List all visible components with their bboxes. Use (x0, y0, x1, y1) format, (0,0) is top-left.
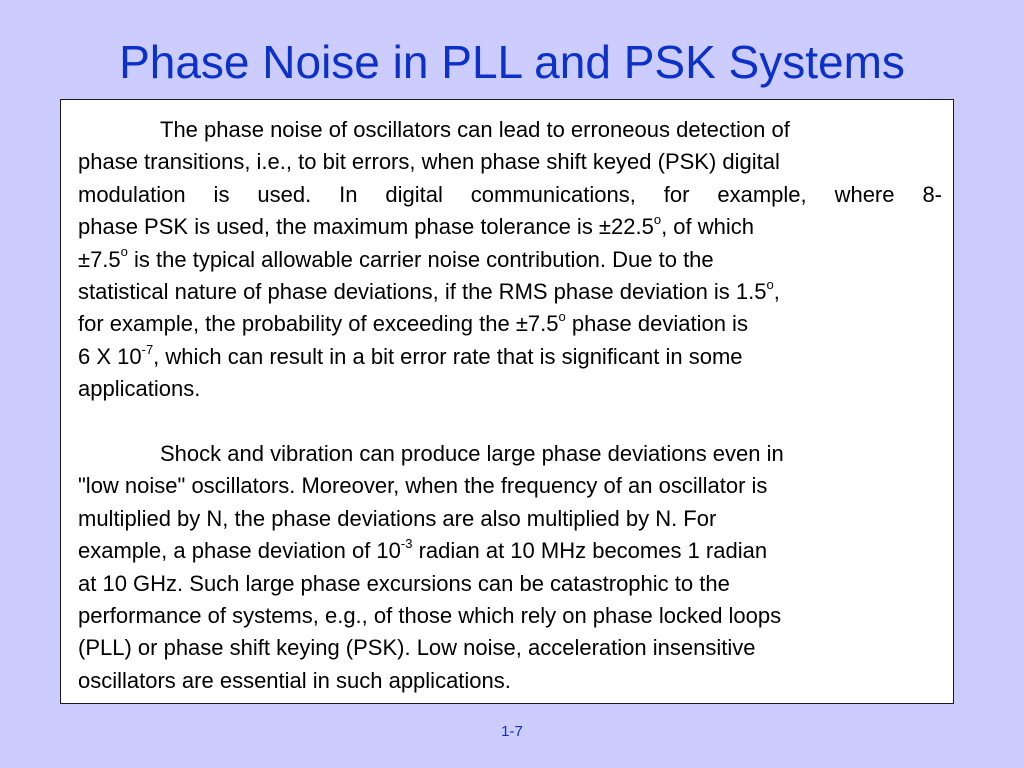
content-box (60, 99, 954, 704)
page-number: 1-7 (501, 723, 523, 740)
paragraph2-line: example, a phase deviation of $10^{-3}$ radian at 10 MHz becomes 1 radian (78, 535, 768, 564)
paragraph1-line: The phase noise of oscillators can lead to erroneous detection of (160, 117, 790, 142)
slide-title: Phase Noise in PLL and PSK Systems (119, 36, 905, 88)
paragraph-spacer (78, 406, 942, 438)
paragraph1-line: modulation is used. In digital communications, for example, where 8- (78, 181, 942, 207)
paragraph2-line: performance of systems, e.g., of those which rely on phase locked loops (78, 603, 782, 629)
paragraph2-line: "low noise" oscillators. Moreover, when the frequency of an oscillator is (78, 473, 768, 499)
paragraph1-line: $\pm 7.5^o$ is the typical allowable carrier noise contribution. Due to the (78, 244, 714, 272)
body-text (78, 114, 942, 697)
paragraph1-line: phase PSK is used, the maximum phase tolerance is $\pm 22.5^o$, of which (78, 211, 754, 240)
paragraph2-line: Shock and vibration can produce large phase deviations even in (160, 441, 784, 467)
paragraph2-line: multiplied by N, the phase deviations are also multiplied by N. For (78, 505, 717, 531)
paragraph2-line: (PLL) or phase shift keying (PSK). Low noise, acceleration insensitive (78, 635, 756, 661)
paragraph1-line: applications. (78, 376, 201, 402)
paragraph1-line: for example, the probability of exceeding the $\pm 7.5^o$ phase deviation is (78, 309, 748, 337)
paragraph1-line: phase transitions, i.e., to bit errors, when phase shift keyed (PSK) digital (78, 149, 780, 175)
paragraph2-line: at 10 GHz. Such large phase excursions can be catastrophic to the (78, 570, 730, 596)
paragraph1-line: statistical nature of phase deviations, if the RMS phase deviation is 1.5$^o$, (78, 276, 780, 305)
paragraph2-line: oscillators are essential in such applications. (78, 667, 511, 693)
paragraph1-line: 6 X $10^{-7}$, which can result in a bit error rate that is significant in some (78, 341, 743, 369)
